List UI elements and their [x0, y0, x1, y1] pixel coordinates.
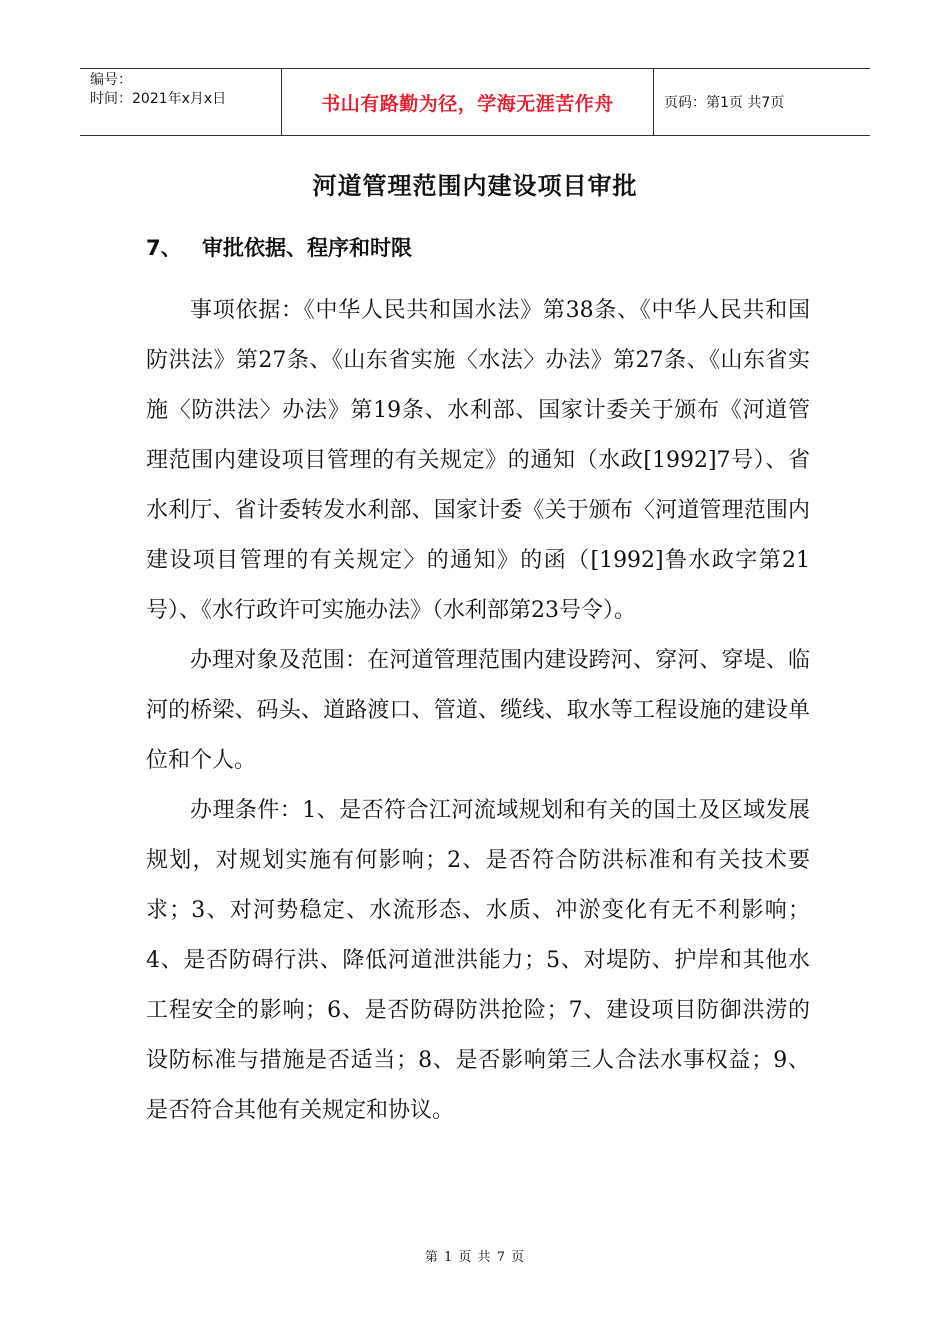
- page-header: [80, 68, 870, 136]
- paragraph-scope: 办理对象及范围：在河道管理范围内建设跨河、穿河、穿堤、临河的桥梁、码头、道路渡口、管道、缆线、取水等工程设施的建设单位和个人。: [146, 648, 810, 773]
- header-meta: [80, 69, 282, 135]
- page-info-text: 页码：第1页 共7页: [664, 95, 785, 111]
- page-footer: 第 1 页 共 7 页: [424, 1250, 526, 1265]
- section-title: 审批依据、程序和时限: [202, 236, 412, 260]
- motto-text: 书山有路勤为径，学海无涯苦作舟: [321, 92, 614, 115]
- document-title: 河道管理范围内建设项目审批: [312, 172, 638, 200]
- paragraph-conditions: 办理条件：1、是否符合江河流域规划和有关的国土及区域发展规划，对规划实施有何影响；2、是否符合防洪标准和有关技术要求；3、对河势稳定、水流形态、水质、冲淤变化有无不利影响；4、是否防碍行洪、降低河道泄洪能力；5、对堤防、护岸和其他水工程安全的影响；6、是否防碍防洪抢险；7、建设项目防御洪涝的设防标准与措施是否适当；8、是否影响第三人合法水事权益；9、是否符合其他有关规定和协议。: [146, 798, 810, 1123]
- section-heading: [146, 232, 412, 262]
- serial-number-label: 编号：: [90, 72, 132, 88]
- header-page-info: [654, 69, 870, 135]
- date-label: 时间：2021年x月x日: [90, 91, 227, 107]
- paragraph-basis: 事项依据：《中华人民共和国水法》第38条、《中华人民共和国防洪法》第27条、《山东省实施〈水法〉办法》第27条、《山东省实施〈防洪法〉办法》第19条、水利部、国家计委关于颁布《河道管理范围内建设项目管理的有关规定》的通知（水政[1992]7号）、省水利厅、省计委转发水利部、国家计委《关于颁布〈河道管理范围内建设项目管理的有关规定〉的通知》的函（[1992]鲁水政字第21号）、《水行政许可实施办法》（水利部第23号令）。: [146, 298, 810, 623]
- document-body: [146, 286, 810, 1136]
- section-number: 7、: [146, 236, 182, 260]
- header-motto-cell: [282, 69, 654, 135]
